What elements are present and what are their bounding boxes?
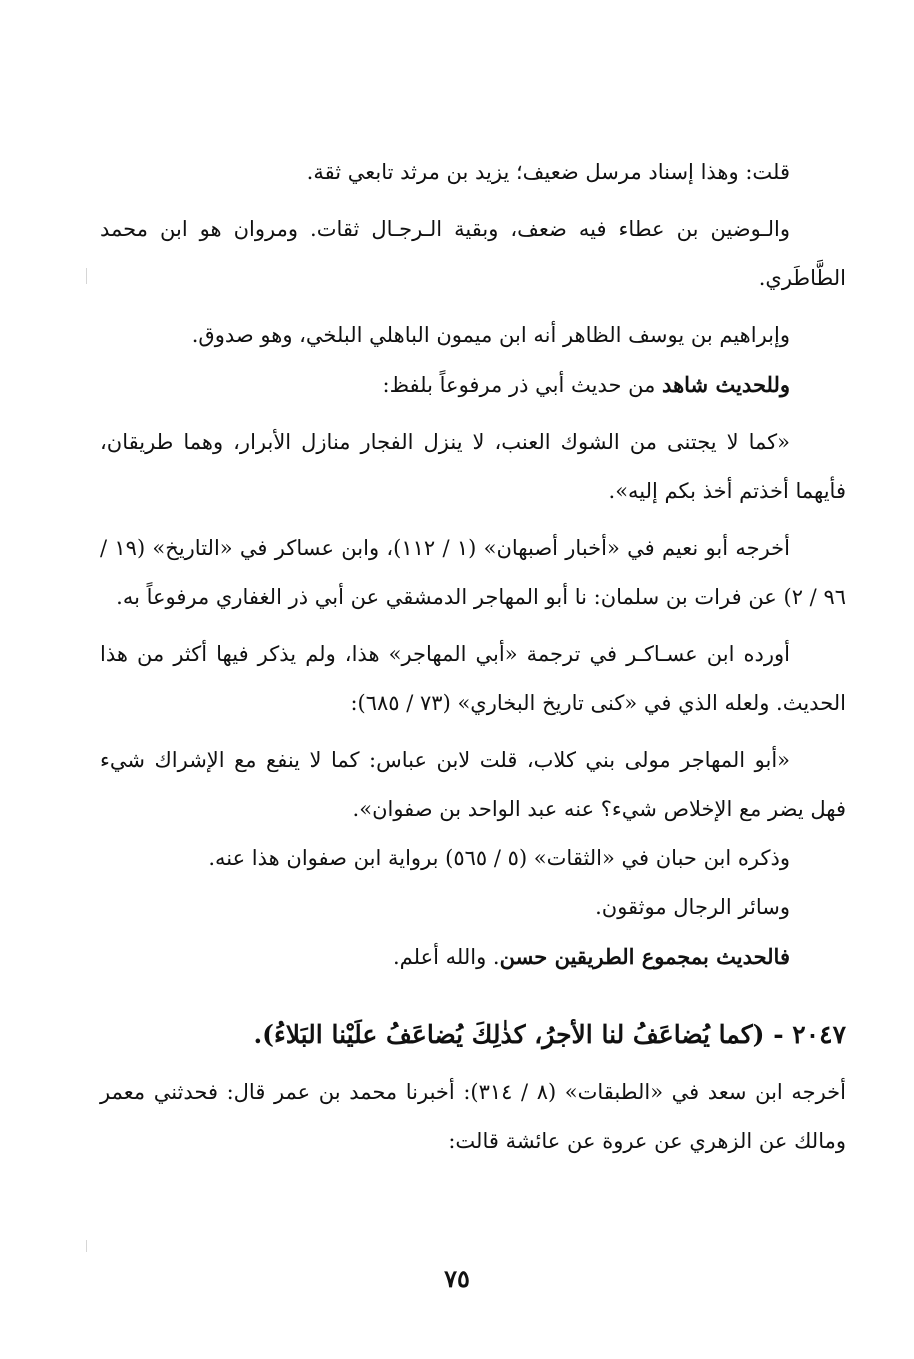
paragraph-3: وإبراهيم بن يوسف الظاهر أنه ابن ميمون الباهلي البلخي، وهو صدوق.: [191, 323, 790, 347]
page-number: ٧٥: [444, 1264, 470, 1293]
paragraph-7: أورده ابن عسـاكـر في ترجمة «أبي المهاجر» هذا، ولم يذكر فيها أكثر من هذا الحديث. ولعله الذي في «كنى تاريخ البخاري» (٧٣ / ٦٨٥):: [100, 642, 846, 715]
emphasis-text: فالحديث بمجموع الطريقين حسن: [499, 944, 790, 969]
paragraph-5: «كما لا يجتنى من الشوك العنب، لا ينزل الفجار منازل الأبرار، وهما طريقان، فأيهما أخذتم أخذ بكم إليه».: [100, 430, 846, 503]
paragraph-1: قلت: وهذا إسناد مرسل ضعيف؛ يزيد بن مرثد تابعي ثقة.: [306, 160, 790, 184]
scan-edge-mark: [86, 1240, 87, 1252]
paragraph-8: «أبو المهاجر مولى بني كلاب، قلت لابن عباس: كما لا ينفع مع الإشراك شيء فهل يضر مع الإخلاص شيء؟ عنه عبد الواحد بن صفوان».: [100, 748, 846, 821]
page-body: [100, 148, 846, 1166]
paragraph-10: وسائر الرجال موثقون.: [595, 895, 790, 919]
paragraph-6: أخرجه أبو نعيم في «أخبار أصبهان» (١ / ١١٢)، وابن عساكر في «التاريخ» (١٩ / ٩٦ / ٢) عن فرات بن سلمان: نا أبو المهاجر الدمشقي عن أبي ذر الغفاري مرفوعاً به.: [100, 536, 846, 609]
paragraph-11: فالحديث بمجموع الطريقين حسن. والله أعلم.: [392, 944, 790, 969]
paragraph-12: أخرجه ابن سعد في «الطبقات» (٨ / ٣١٤): أخبرنا محمد بن عمر قال: فحدثني معمر ومالك عن الزهري عن عروة عن عائشة قالت:: [100, 1080, 846, 1153]
emphasis-text: وللحديث شاهد: [662, 372, 790, 397]
scan-edge-mark: [86, 268, 87, 284]
hadith-heading: ٢٠٤٧ - (كما يُضاعَفُ لنا الأجرُ، كذٰلِكَ يُضاعَفُ علَيْنا البَلاءُ).: [253, 1020, 846, 1049]
paragraph-2: والـوضين بن عطاء فيه ضعف، وبقية الـرجـال ثقات. ومروان هو ابن محمد الطَّاطَري.: [100, 217, 846, 290]
paragraph-4: وللحديث شاهد من حديث أبي ذر مرفوعاً بلفظ:: [382, 372, 790, 397]
paragraph-9: وذكره ابن حبان في «الثقات» (٥ / ٥٦٥) برواية ابن صفوان هذا عنه.: [208, 846, 790, 870]
